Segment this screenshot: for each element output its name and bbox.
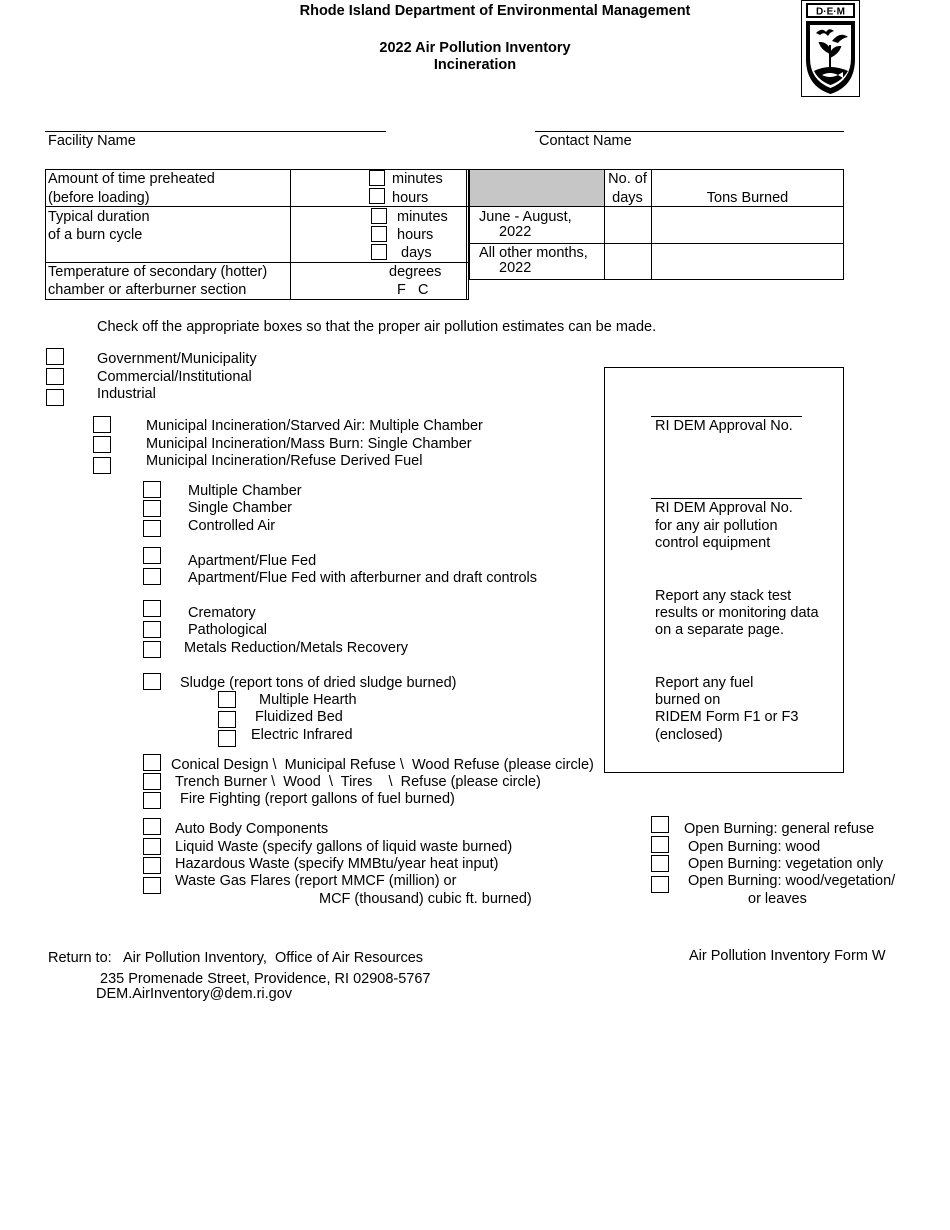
preheat-minutes-checkbox[interactable]: [369, 170, 385, 186]
hazardous-waste-checkbox[interactable]: [143, 857, 161, 874]
return-to: Return to: Air Pollution Inventory, Office of Air Resources: [48, 950, 424, 966]
mailing-address: 235 Promenade Street, Providence, RI 02908-5767: [100, 971, 431, 987]
tons-burned-header: Tons Burned: [706, 190, 789, 206]
ownership-government: Government/Municipality: [97, 351, 257, 367]
instructions: Check off the appropriate boxes so that the proper air pollution estimates can be made.: [97, 319, 657, 335]
waste-gas-flares-checkbox[interactable]: [143, 877, 161, 894]
control-approval-label-3: control equipment: [655, 535, 771, 551]
apartment-afterburner-label: Apartment/Flue Fed with afterburner and draft controls: [188, 570, 537, 586]
preheat-unit-hours: hours: [392, 190, 429, 206]
ownership-industrial: Industrial: [97, 386, 156, 402]
fire-fighting-checkbox[interactable]: [143, 792, 161, 809]
temperature-label: Temperature of secondary (hotter): [48, 264, 268, 280]
logo-text: D·E·M: [816, 6, 845, 18]
open-burning-wood-label: Open Burning: wood: [688, 839, 821, 855]
open-burning-wood-checkbox[interactable]: [651, 836, 669, 853]
summer-row-label: June - August,: [479, 209, 572, 225]
burn-unit-minutes: minutes: [397, 209, 448, 225]
preheat-label: Amount of time preheated: [48, 171, 215, 187]
summer-row-year: 2022: [499, 224, 532, 240]
approval-number-label: RI DEM Approval No.: [655, 418, 793, 434]
liquid-waste-label: Liquid Waste (specify gallons of liquid waste burned): [175, 839, 513, 855]
approval-number-line[interactable]: [651, 416, 802, 417]
burn-unit-hours: hours: [397, 227, 434, 243]
ownership-commercial: Commercial/Institutional: [97, 369, 252, 385]
electric-infrared-checkbox[interactable]: [218, 730, 236, 747]
stack-test-note: Report any stack test: [655, 588, 792, 604]
pathological-label: Pathological: [188, 622, 267, 638]
waste-gas-flares-label-cont: MCF (thousand) cubic ft. burned): [319, 891, 532, 907]
open-burning-leaves-checkbox[interactable]: [651, 876, 669, 893]
fluidized-bed-label: Fluidized Bed: [255, 709, 343, 725]
electric-infrared-label: Electric Infrared: [251, 727, 353, 743]
apartment-flue-checkbox[interactable]: [143, 547, 161, 564]
multiple-chamber-label: Multiple Chamber: [188, 483, 302, 499]
burn-cycle-label: Typical duration: [48, 209, 150, 225]
contact-name-label: Contact Name: [539, 133, 632, 149]
burn-unit-days: days: [401, 245, 432, 261]
fuel-note-2: burned on: [655, 692, 721, 708]
stack-test-note-3: on a separate page.: [655, 622, 784, 638]
municipal-mass-burn-checkbox[interactable]: [93, 436, 111, 453]
controlled-air-label: Controlled Air: [188, 518, 276, 534]
multiple-hearth-label: Multiple Hearth: [259, 692, 357, 708]
metals-recovery-label: Metals Reduction/Metals Recovery: [184, 640, 409, 656]
multiple-hearth-checkbox[interactable]: [218, 691, 236, 708]
metals-recovery-checkbox[interactable]: [143, 641, 161, 658]
single-chamber-checkbox[interactable]: [143, 500, 161, 517]
apartment-flue-label: Apartment/Flue Fed: [188, 553, 317, 569]
municipal-starved-air-label: Municipal Incineration/Starved Air: Multiple Chamber: [146, 418, 483, 434]
preheat-unit-minutes: minutes: [392, 171, 443, 187]
facility-name-label: Facility Name: [48, 133, 136, 149]
stack-test-note-2: results or monitoring data: [655, 605, 819, 621]
crematory-label: Crematory: [188, 605, 256, 621]
preheat-label-2: (before loading): [48, 190, 150, 206]
sludge-label: Sludge (report tons of dried sludge burned): [180, 675, 457, 691]
fuel-note-3: RIDEM Form F1 or F3: [655, 709, 799, 725]
conical-design-label: Conical Design \ Municipal Refuse \ Wood Refuse (please circle): [171, 757, 594, 773]
controlled-air-checkbox[interactable]: [143, 520, 161, 537]
municipal-mass-burn-label: Municipal Incineration/Mass Burn: Single Chamber: [146, 436, 472, 452]
industrial-checkbox[interactable]: [46, 389, 64, 406]
apartment-afterburner-checkbox[interactable]: [143, 568, 161, 585]
form-name: Air Pollution Inventory Form W: [689, 948, 886, 964]
municipal-starved-air-checkbox[interactable]: [93, 416, 111, 433]
fluidized-bed-checkbox[interactable]: [218, 711, 236, 728]
auto-body-checkbox[interactable]: [143, 818, 161, 835]
contact-name-line[interactable]: [535, 131, 844, 132]
government-checkbox[interactable]: [46, 348, 64, 365]
dem-shield-icon: [802, 1, 859, 96]
dem-logo: [801, 0, 860, 97]
burn-days-checkbox[interactable]: [371, 244, 387, 260]
municipal-rdf-label: Municipal Incineration/Refuse Derived Fuel: [146, 453, 423, 469]
burn-hours-checkbox[interactable]: [371, 226, 387, 242]
fire-fighting-label: Fire Fighting (report gallons of fuel burned): [180, 791, 455, 807]
temperature-unit-degrees: degrees: [389, 264, 442, 280]
preheat-hours-checkbox[interactable]: [369, 188, 385, 204]
sludge-checkbox[interactable]: [143, 673, 161, 690]
trench-burner-label: Trench Burner \ Wood \ Tires \ Refuse (please circle): [175, 774, 541, 790]
days-header: No. of: [608, 171, 647, 187]
open-burning-leaves-label-cont: or leaves: [748, 891, 807, 907]
conical-design-checkbox[interactable]: [143, 754, 161, 771]
temperature-label-2: chamber or afterburner section: [48, 282, 247, 298]
multiple-chamber-checkbox[interactable]: [143, 481, 161, 498]
burn-cycle-label-2: of a burn cycle: [48, 227, 143, 243]
open-burning-refuse-label: Open Burning: general refuse: [684, 821, 875, 837]
fuel-note: Report any fuel: [655, 675, 754, 691]
days-header-2: days: [612, 190, 643, 206]
other-months-year: 2022: [499, 260, 532, 276]
crematory-checkbox[interactable]: [143, 600, 161, 617]
contact-email[interactable]: DEM.AirInventory@dem.ri.gov: [96, 986, 293, 1002]
other-months-label: All other months,: [479, 245, 588, 261]
single-chamber-label: Single Chamber: [188, 500, 292, 516]
waste-gas-flares-label: Waste Gas Flares (report MMCF (million) or: [175, 873, 457, 889]
control-approval-label-2: for any air pollution: [655, 518, 778, 534]
control-equipment-approval-line[interactable]: [651, 498, 802, 499]
open-burning-refuse-checkbox[interactable]: [651, 816, 669, 833]
open-burning-vegetation-label: Open Burning: vegetation only: [688, 856, 884, 872]
burn-minutes-checkbox[interactable]: [371, 208, 387, 224]
agency-name: Rhode Island Department of Environmental Management: [299, 3, 691, 19]
control-approval-label: RI DEM Approval No.: [655, 500, 793, 516]
municipal-rdf-checkbox[interactable]: [93, 457, 111, 474]
auto-body-label: Auto Body Components: [175, 821, 329, 837]
form-title: 2022 Air Pollution Inventory: [379, 40, 571, 56]
open-burning-leaves-label: Open Burning: wood/vegetation/: [688, 873, 896, 889]
facility-name-line[interactable]: [45, 131, 386, 132]
pathological-checkbox[interactable]: [143, 621, 161, 638]
open-burning-vegetation-checkbox[interactable]: [651, 855, 669, 872]
liquid-waste-checkbox[interactable]: [143, 838, 161, 855]
form-subtitle: Incineration: [433, 57, 517, 73]
hazardous-waste-label: Hazardous Waste (specify MMBtu/year heat input): [175, 856, 499, 872]
trench-burner-checkbox[interactable]: [143, 773, 161, 790]
fuel-note-4: (enclosed): [655, 727, 723, 743]
commercial-checkbox[interactable]: [46, 368, 64, 385]
temperature-unit-fc[interactable]: F C: [397, 282, 429, 298]
